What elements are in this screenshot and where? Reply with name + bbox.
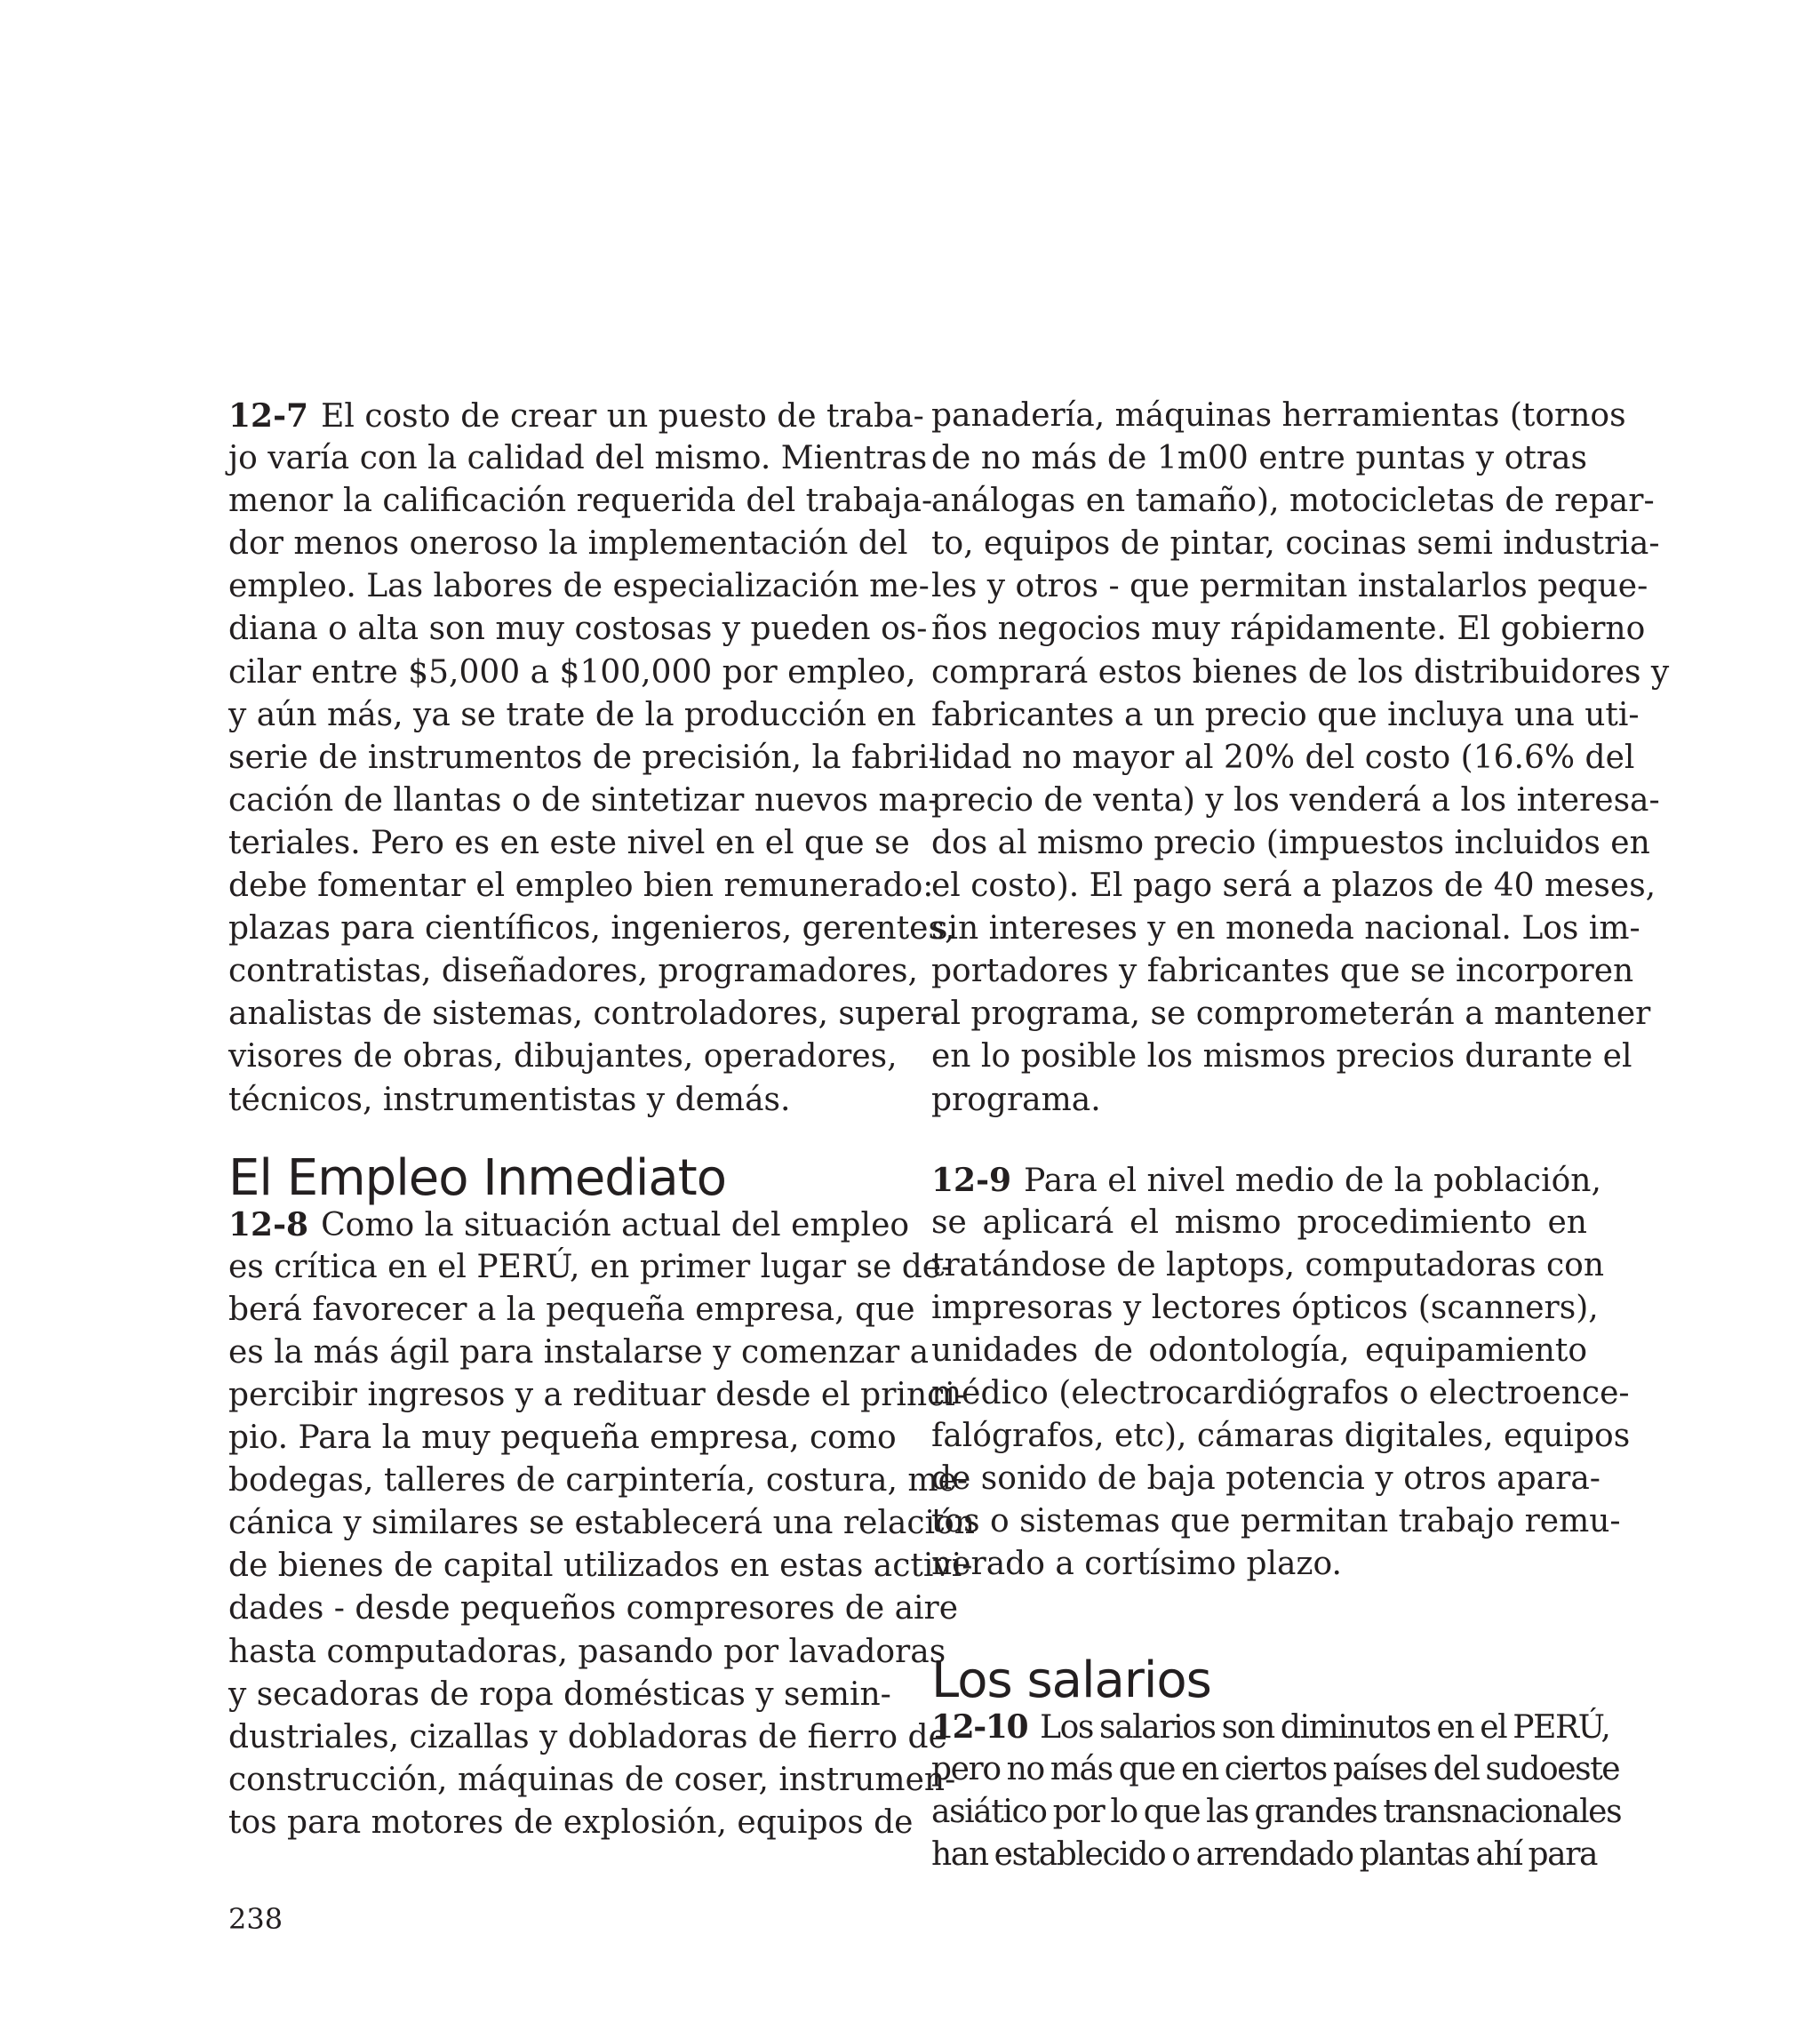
page-number: 238 — [228, 1902, 283, 1936]
text-line: dustriales, cizallas y dobladoras de fierro de — [228, 1718, 947, 1755]
text-line: contratistas, diseñadores, programadores, — [228, 953, 918, 990]
text-line: se aplicará el mismo procedimiento en — [931, 1203, 1587, 1241]
text-line: tos o sistemas que permitan trabajo remu- — [931, 1503, 1621, 1540]
text-line: nerado a cortísimo plazo. — [931, 1546, 1342, 1583]
text-line: sin intereses y en moneda nacional. Los im- — [931, 910, 1640, 948]
text-line: 12-7 El costo de crear un puesto de traba- — [228, 397, 924, 435]
text-line: hasta computadoras, pasando por lavadoras — [228, 1633, 946, 1670]
text-line: analistas de sistemas, controladores, super- — [228, 996, 941, 1033]
text-line: visores de obras, dibujantes, operadores, — [228, 1038, 898, 1075]
text-line: dos al mismo precio (impuestos incluidos en — [931, 824, 1650, 861]
paragraph-12-10 — [931, 1706, 1622, 1876]
section-heading-empleo-inmediato: El Empleo Inmediato — [228, 1148, 726, 1207]
paragraph-12-8 — [228, 1203, 975, 1844]
text-line: tratándose de laptops, computadoras con — [931, 1246, 1605, 1283]
text-line: lidad no mayor al 20% del costo (16.6% del — [931, 739, 1635, 776]
text-line: debe fomentar el empleo bien remunerado: — [228, 868, 934, 905]
text-line: han establecido o arrendado plantas ahí para — [931, 1835, 1598, 1873]
text-line: técnicos, instrumentistas y demás. — [228, 1081, 791, 1118]
text-line: programa. — [931, 1081, 1101, 1118]
text-line: cilar entre $5,000 a $100,000 por empleo, — [228, 653, 916, 691]
text-line: cación de llantas o de sintetizar nuevos ma- — [228, 781, 939, 819]
text-line: empleo. Las labores de especialización me- — [228, 568, 930, 605]
text-line: diana o alta son muy costosas y pueden os- — [228, 611, 928, 648]
text-line: de bienes de capital utilizados en estas activi- — [228, 1547, 973, 1585]
text-line: pero no más que en ciertos países del sudoeste — [931, 1750, 1620, 1787]
paragraph-number: 12-10 — [931, 1707, 1028, 1746]
text-line: comprará estos bienes de los distribuidores y — [931, 653, 1670, 691]
paragraph-spacer — [931, 1122, 1587, 1159]
text-line: tos para motores de explosión, equipos de — [228, 1803, 914, 1841]
text-line: impresoras y lectores ópticos (scanners), — [931, 1289, 1599, 1326]
text-line: menor la calificación requerida del trabaja- — [228, 483, 933, 520]
text-line: y aún más, ya se trate de la producción en — [228, 696, 916, 733]
text-line: al programa, se comprometerán a mantener — [931, 996, 1651, 1033]
paragraph-number: 12-8 — [228, 1205, 309, 1243]
text-line: panadería, máquinas herramientas (tornos — [931, 397, 1626, 434]
text-line: les y otros - que permitan instalarlos peque- — [931, 568, 1648, 605]
text-line: es la más ágil para instalarse y comenzar a — [228, 1333, 930, 1371]
text-line: percibir ingresos y a redituar desde el princi- — [228, 1376, 966, 1413]
text-line: berá favorecer a la pequeña empresa, que — [228, 1291, 915, 1328]
text-line: 12-9 Para el nivel medio de la población, — [931, 1161, 1601, 1199]
text-line: médico (electrocardiógrafos o electroence- — [931, 1375, 1630, 1412]
text-line: to, equipos de pintar, cocinas semi industria- — [931, 525, 1660, 563]
text-line: de sonido de baja potencia y otros apara- — [931, 1460, 1600, 1498]
paragraph-12-8-continued — [931, 395, 1670, 1122]
text-line: es crítica en el PERÚ, en primer lugar se de- — [228, 1248, 953, 1285]
text-line: teriales. Pero es en este nivel en el que se — [228, 824, 910, 861]
text-line: unidades de odontología, equipamiento — [931, 1331, 1587, 1369]
text-line: falógrafos, etc), cámaras digitales, equipos — [931, 1418, 1631, 1455]
text-line: en lo posible los mismos precios durante el — [931, 1038, 1632, 1075]
text-line: el costo). El pago será a plazos de 40 meses, — [931, 868, 1656, 905]
text-line: ños negocios muy rápidamente. El gobierno — [931, 611, 1646, 648]
text-line: precio de venta) y los venderá a los interesa- — [931, 781, 1660, 819]
text-line: dades - desde pequeños compresores de aire — [228, 1590, 959, 1627]
text-line: y secadoras de ropa domésticas y semin- — [228, 1675, 891, 1713]
text-line: construcción, máquinas de coser, instrumen- — [228, 1761, 956, 1798]
section-heading-los-salarios: Los salarios — [931, 1651, 1211, 1709]
text-line: pio. Para la muy pequeña empresa, como — [228, 1419, 897, 1457]
paragraph-12-7 — [228, 395, 955, 1122]
paragraph-number: 12-9 — [931, 1161, 1012, 1199]
text-line: portadores y fabricantes que se incorporen — [931, 953, 1634, 990]
text-line: cánica y similares se establecerá una relación — [228, 1505, 975, 1542]
text-line: plazas para científicos, ingenieros, gerentes, — [228, 910, 955, 948]
text-line: asiático por lo que las grandes transnacionales — [931, 1793, 1622, 1830]
text-line: fabricantes a un precio que incluya una uti- — [931, 696, 1640, 733]
text-line: jo varía con la calidad del mismo. Mientras — [228, 440, 928, 477]
text-line: 12-10 Los salarios son diminutos en el PERÚ, — [931, 1707, 1610, 1746]
text-line: dor menos oneroso la implementación del — [228, 525, 908, 563]
text-line: análogas en tamaño), motocicletas de repar- — [931, 483, 1655, 520]
text-line: serie de instrumentos de precisión, la fabri- — [228, 739, 939, 776]
text-line: de no más de 1m00 entre puntas y otras — [931, 440, 1587, 477]
text-line: bodegas, talleres de carpintería, costura, me- — [228, 1462, 968, 1499]
paragraph-12-9 — [931, 1159, 1631, 1587]
paragraph-number: 12-7 — [228, 397, 309, 435]
right-column — [931, 395, 1670, 1876]
text-line: 12-8 Como la situación actual del empleo — [228, 1205, 910, 1243]
